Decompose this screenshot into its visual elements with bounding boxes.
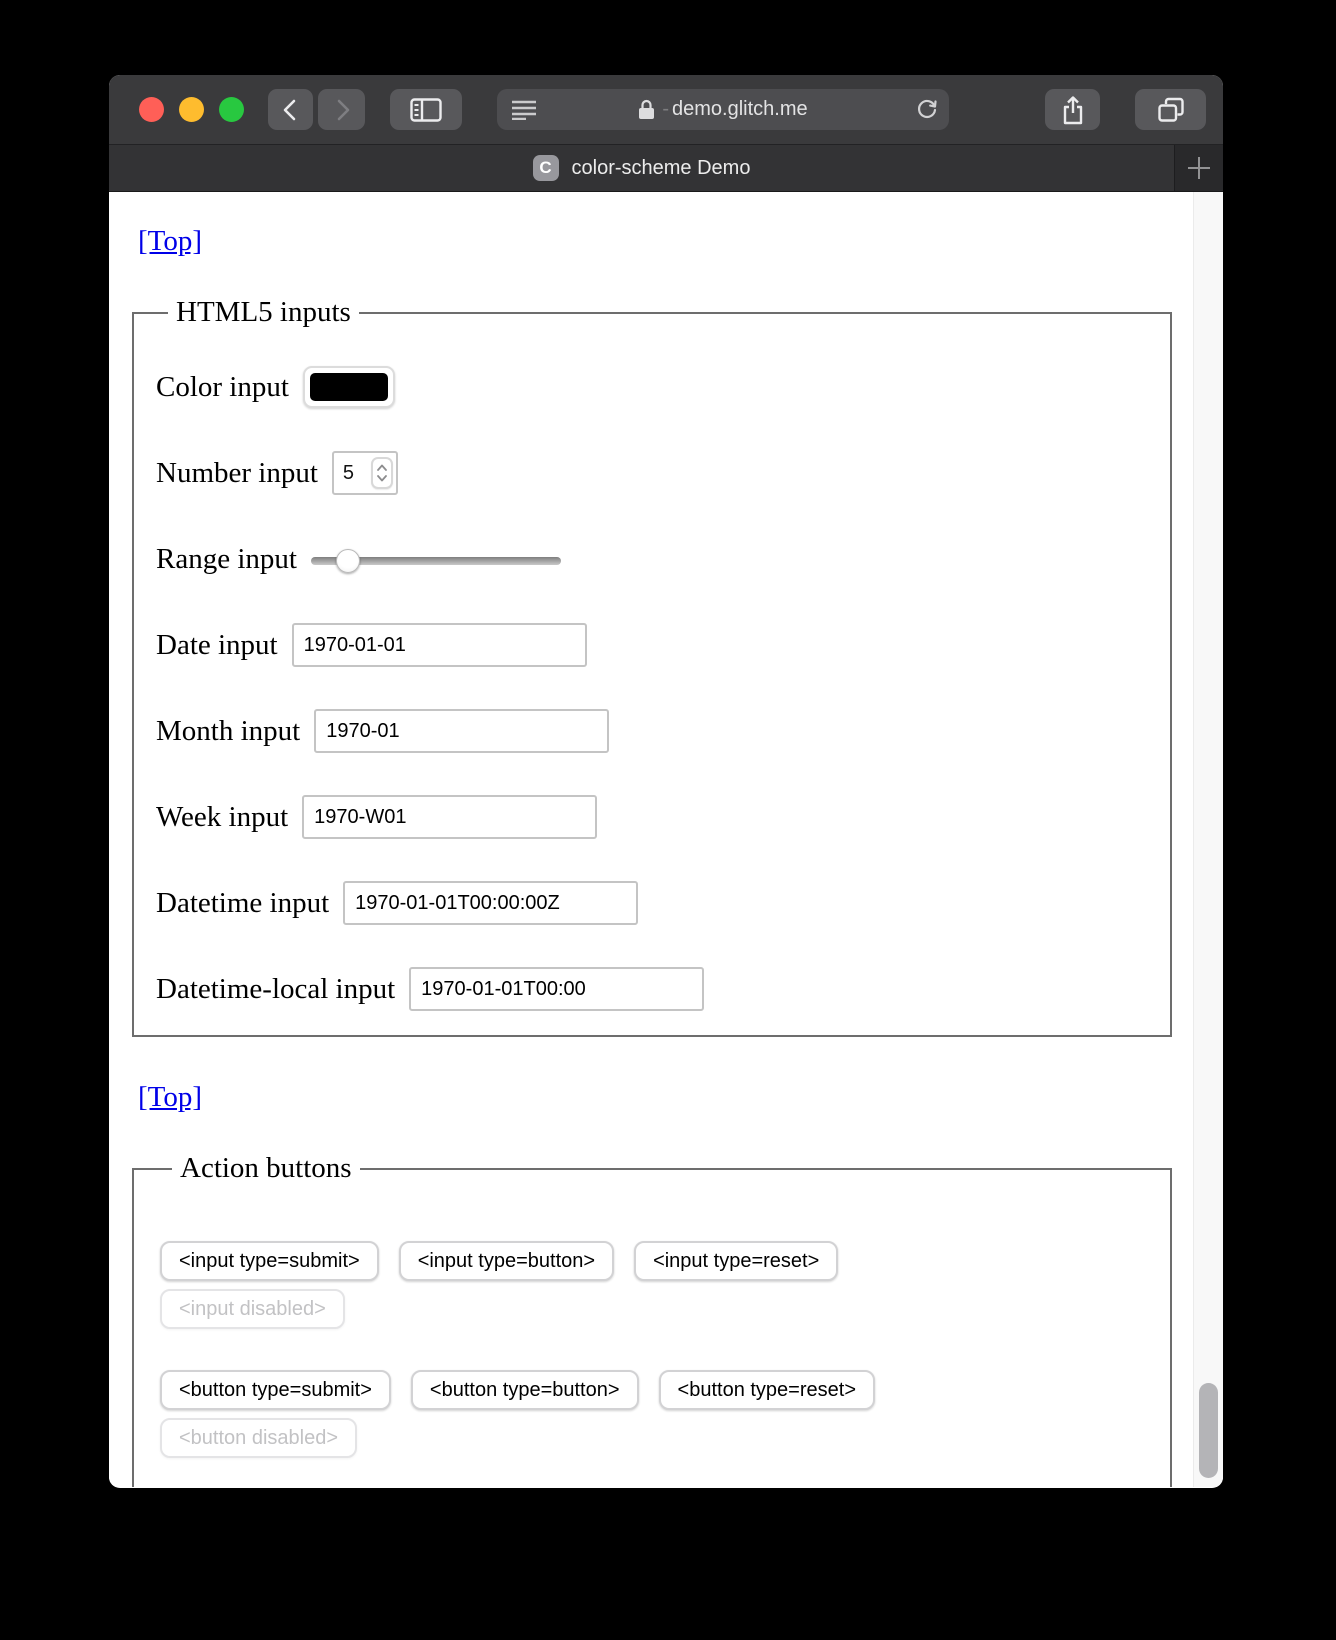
range-input[interactable] bbox=[311, 557, 561, 565]
datetime-local-input-label: Datetime-local input bbox=[156, 972, 396, 1005]
sidebar-icon bbox=[410, 98, 442, 122]
browser-toolbar bbox=[109, 75, 1223, 145]
address-bar[interactable] bbox=[497, 89, 949, 130]
minimize-window-button[interactable] bbox=[179, 97, 204, 122]
week-input-label: Week input bbox=[156, 800, 289, 833]
range-input-label: Range input bbox=[156, 542, 297, 575]
input-button-button[interactable]: <input type=button> bbox=[399, 1241, 614, 1281]
month-input[interactable] bbox=[314, 709, 609, 753]
button-reset-button[interactable]: <button type=reset> bbox=[659, 1370, 875, 1410]
forward-icon bbox=[329, 97, 355, 123]
action-buttons-fieldset bbox=[132, 1152, 1172, 1487]
reload-icon[interactable] bbox=[916, 99, 938, 121]
tab-overview-button[interactable] bbox=[1135, 89, 1206, 130]
page-content bbox=[109, 192, 1223, 1487]
back-icon bbox=[278, 97, 304, 123]
scrollbar-thumb[interactable] bbox=[1199, 1383, 1218, 1478]
input-disabled-button: <input disabled> bbox=[160, 1289, 345, 1329]
tab-color-scheme-demo[interactable] bbox=[109, 145, 1175, 191]
back-button[interactable] bbox=[268, 89, 313, 130]
scrollbar-track[interactable] bbox=[1193, 192, 1223, 1487]
button-button-button[interactable]: <button type=button> bbox=[411, 1370, 639, 1410]
button-buttons-row bbox=[160, 1370, 1148, 1410]
number-value: 5 bbox=[342, 461, 355, 484]
color-input[interactable] bbox=[303, 366, 395, 408]
datetime-input-label: Datetime input bbox=[156, 886, 330, 919]
date-input-row bbox=[156, 623, 1150, 667]
range-thumb[interactable] bbox=[336, 549, 360, 573]
week-input[interactable] bbox=[302, 795, 597, 839]
url-text: demo.glitch.me bbox=[672, 98, 808, 120]
window-controls bbox=[139, 97, 244, 122]
month-input-label: Month input bbox=[156, 714, 301, 747]
share-icon bbox=[1060, 95, 1086, 125]
tab-title: color-scheme Demo bbox=[571, 156, 751, 179]
top-link[interactable]: [Top] bbox=[138, 225, 203, 257]
forward-button[interactable] bbox=[318, 89, 365, 130]
sidebar-button[interactable] bbox=[390, 89, 462, 130]
browser-window bbox=[109, 75, 1223, 1488]
week-input-row bbox=[156, 795, 1150, 839]
close-window-button[interactable] bbox=[139, 97, 164, 122]
date-input-label: Date input bbox=[156, 628, 278, 661]
zoom-window-button[interactable] bbox=[219, 97, 244, 122]
input-reset-button[interactable]: <input type=reset> bbox=[634, 1241, 838, 1281]
input-buttons-row bbox=[160, 1241, 1148, 1281]
color-input-label: Color input bbox=[156, 370, 289, 403]
button-disabled-row bbox=[160, 1418, 1148, 1458]
date-input[interactable] bbox=[292, 623, 587, 667]
datetime-local-input[interactable] bbox=[409, 967, 704, 1011]
share-button[interactable] bbox=[1045, 89, 1100, 130]
button-submit-button[interactable]: <button type=submit> bbox=[160, 1370, 391, 1410]
input-disabled-row bbox=[160, 1289, 1148, 1329]
color-swatch bbox=[310, 373, 388, 401]
lock-icon bbox=[638, 99, 655, 120]
tab-bar bbox=[109, 145, 1223, 192]
tab-favicon: C bbox=[533, 155, 559, 181]
tabs-icon bbox=[1157, 97, 1185, 123]
color-input-row bbox=[156, 365, 1150, 409]
html5-inputs-legend: HTML5 inputs bbox=[176, 296, 351, 328]
button-disabled-button: <button disabled> bbox=[160, 1418, 357, 1458]
range-input-row bbox=[156, 537, 1150, 581]
new-tab-button[interactable] bbox=[1175, 145, 1223, 191]
number-input[interactable] bbox=[332, 451, 398, 495]
input-submit-button[interactable]: <input type=submit> bbox=[160, 1241, 379, 1281]
plus-icon bbox=[1186, 155, 1212, 181]
number-input-label: Number input bbox=[156, 456, 318, 489]
top-link[interactable]: [Top] bbox=[138, 1081, 203, 1113]
number-stepper[interactable] bbox=[371, 457, 393, 489]
reader-icon[interactable] bbox=[511, 100, 537, 120]
url-display bbox=[638, 98, 807, 121]
month-input-row bbox=[156, 709, 1150, 753]
number-input-row bbox=[156, 451, 1150, 495]
datetime-input-row bbox=[156, 881, 1150, 925]
datetime-input[interactable] bbox=[343, 881, 638, 925]
html5-inputs-fieldset bbox=[132, 296, 1172, 1037]
datetime-local-input-row bbox=[156, 967, 1150, 1011]
url-faded-prefix: - bbox=[662, 98, 670, 120]
action-buttons-legend: Action buttons bbox=[180, 1152, 352, 1184]
